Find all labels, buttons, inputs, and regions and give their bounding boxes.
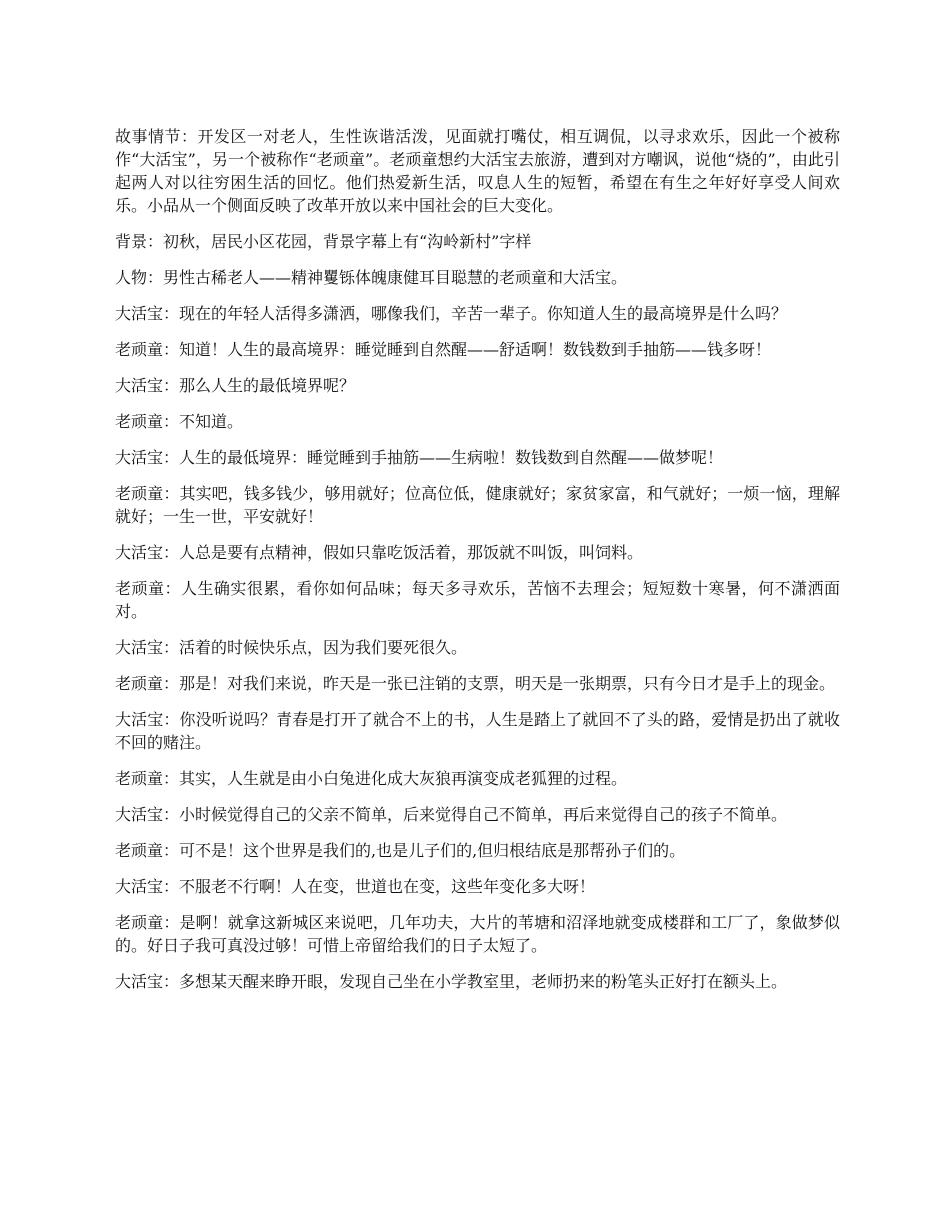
dialogue-line: 老顽童：其实吧，钱多钱少，够用就好；位高位低，健康就好；家贫家富，和气就好；一烦一恼，理解就好；一生一世，平安就好！ xyxy=(115,484,840,526)
dialogue-line: 老顽童：那是！对我们来说，昨天是一张已注销的支票，明天是一张期票，只有今日才是手上的现金。 xyxy=(115,674,836,693)
dialogue-line: 老顽童：可不是！这个世界是我们的,也是儿子们的,但归根结底是那帮孙子们的。 xyxy=(115,841,686,860)
dialogue-line: 大活宝：你没听说吗？青春是打开了就合不上的书，人生是踏上了就回不了头的路，爱情是扔出了就收不回的赌注。 xyxy=(115,710,840,752)
dialogue-line: 老顽童：人生确实很累，看你如何品味；每天多寻欢乐，苦恼不去理会；短短数十寒暑，何不潇洒面对。 xyxy=(115,579,840,621)
dialogue-line: 大活宝：多想某天醒来睁开眼，发现自己坐在小学教室里，老师扔来的粉笔头正好打在额头上。 xyxy=(115,972,788,991)
paragraph-characters: 人物：男性古稀老人——精神矍铄体魄康健耳目聪慧的老顽童和大活宝。 xyxy=(115,268,628,287)
dialogue-line: 老顽童：不知道。 xyxy=(115,412,244,431)
document-body xyxy=(115,125,840,1006)
paragraph-synopsis: 故事情节：开发区一对老人，生性诙谐活泼，见面就打嘴仗，相互调侃，以寻求欢乐，因此一个被称作“大活宝”，另一个被称作“老顽童”。老顽童想约大活宝去旅游，遭到对方嘲讽，说他“烧的”，由此引起两人对以往穷困生活的回忆。他们热爱新生活，叹息人生的短暂，希望在有生之年好好享受人间欢乐。小品从一个侧面反映了改革开放以来中国社会的巨大变化。 xyxy=(115,127,840,215)
dialogue-line: 大活宝：那么人生的最低境界呢？ xyxy=(115,376,356,395)
dialogue-line: 老顽童：知道！人生的最高境界：睡觉睡到自然醒——舒适啊！数钱数到手抽筋——钱多呀！ xyxy=(115,340,772,359)
dialogue-line: 老顽童：是啊！就拿这新城区来说吧，几年功夫，大片的苇塘和沼泽地就变成楼群和工厂了，象做梦似的。好日子我可真没过够！可惜上帝留给我们的日子太短了。 xyxy=(115,913,840,955)
dialogue-line: 大活宝：小时候觉得自己的父亲不简单，后来觉得自己不简单，再后来觉得自己的孩子不简单。 xyxy=(115,805,788,824)
dialogue-line: 大活宝：现在的年轻人活得多潇洒，哪像我们，辛苦一辈子。你知道人生的最高境界是什么吗？ xyxy=(115,304,788,323)
dialogue-line: 大活宝：人总是要有点精神，假如只靠吃饭活着，那饭就不叫饭，叫饲料。 xyxy=(115,543,644,562)
dialogue-line: 大活宝：活着的时候快乐点，因为我们要死很久。 xyxy=(115,638,468,657)
dialogue-line: 老顽童：其实，人生就是由小白兔进化成大灰狼再演变成老狐狸的过程。 xyxy=(115,769,628,788)
dialogue-line: 大活宝：不服老不行啊！人在变，世道也在变，这些年变化多大呀！ xyxy=(115,877,596,896)
dialogue-line: 大活宝：人生的最低境界：睡觉睡到手抽筋——生病啦！数钱数到自然醒——做梦呢！ xyxy=(115,448,724,467)
paragraph-setting: 背景：初秋，居民小区花园，背景字幕上有“沟岭新村”字样 xyxy=(115,232,532,251)
